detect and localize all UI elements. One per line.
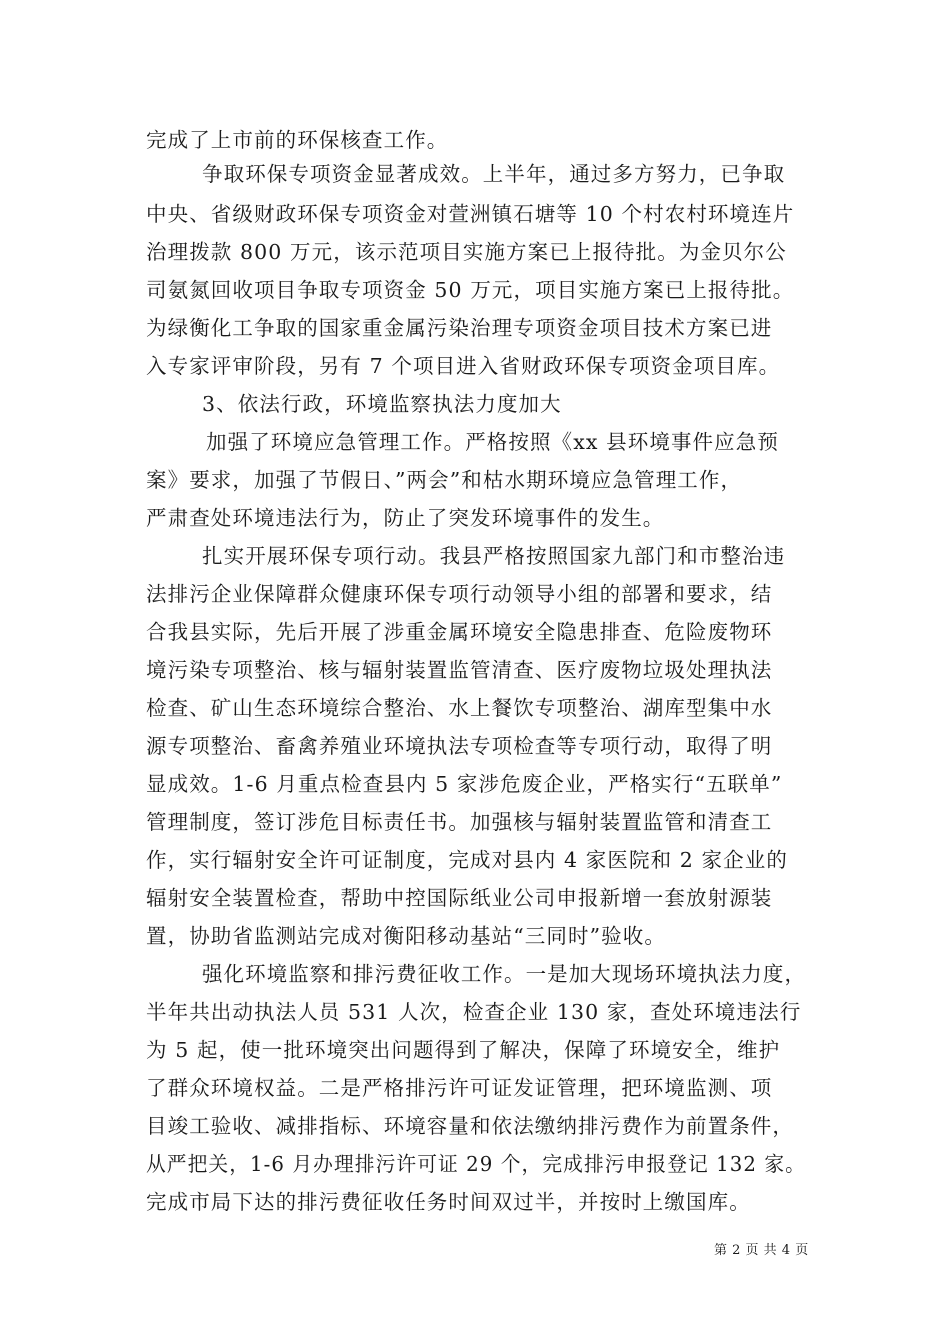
line-text: 3、依法行政，环境监察执法力度加大 [202, 392, 562, 416]
line-text: 案》要求，加强了节假日、”两会”和枯水期环境应急管理工作， [146, 468, 743, 492]
text-line [146, 498, 950, 538]
text-line [146, 802, 950, 842]
text-line [146, 232, 950, 272]
text-line [146, 574, 950, 614]
line-text: 合我县实际，先后开展了涉重金属环境安全隐患排查、危险废物环 [146, 620, 773, 644]
line-text: 中央、省级财政环保专项资金对萱洲镇石塘等 10 个村农村环境连片 [146, 202, 795, 226]
text-line [146, 1106, 950, 1146]
text-line [146, 878, 950, 918]
line-text: 治理拨款 800 万元，该示范项目实施方案已上报待批。为金贝尔公 [146, 240, 787, 264]
text-line [146, 650, 950, 690]
line-text: 扎实开展环保专项行动。我县严格按照国家九部门和市整治违 [202, 544, 786, 568]
text-line [146, 916, 950, 956]
line-text: 半年共出动执法人员 531 人次，检查企业 130 家，查处环境违法行 [146, 1000, 802, 1024]
text-line [146, 1182, 950, 1222]
text-line [146, 346, 950, 386]
text-line [146, 194, 950, 234]
line-text: 司氨氮回收项目争取专项资金 50 万元，项目实施方案已上报待批。 [146, 278, 795, 302]
line-text: 辐射安全装置检查，帮助中控国际纸业公司申报新增一套放射源装 [146, 886, 773, 910]
line-text: 为 5 起，使一批环境突出问题得到了解决，保障了环境安全，维护 [146, 1038, 781, 1062]
text-line [146, 1030, 950, 1070]
text-line [206, 422, 950, 462]
line-text: 强化环境监察和排污费征收工作。一是加大现场环境执法力度， [202, 962, 807, 986]
text-line [146, 1144, 950, 1184]
line-text: 严肃查处环境违法行为，防止了突发环境事件的发生。 [146, 506, 665, 530]
text-line [146, 270, 950, 310]
line-text: 争取环保专项资金显著成效。上半年，通过多方努力，已争取 [202, 162, 786, 186]
line-text: 显成效。1-6 月重点检查县内 5 家涉危废企业，严格实行“五联单” [146, 772, 783, 796]
page-number-footer: 第 2 页 共 4 页 [714, 1243, 809, 1258]
text-line [146, 688, 950, 728]
line-text: 管理制度，签订涉危目标责任书。加强核与辐射装置监管和清查工 [146, 810, 773, 834]
line-text: 完成市局下达的排污费征收任务时间双过半，并按时上缴国库。 [146, 1190, 751, 1214]
line-text: 法排污企业保障群众健康环保专项行动领导小组的部署和要求，结 [146, 582, 773, 606]
line-text: 检查、矿山生态环境综合整治、水上餐饮专项整治、湖库型集中水 [146, 696, 773, 720]
line-text: 为绿衡化工争取的国家重金属污染治理专项资金项目技术方案已进 [146, 316, 773, 340]
line-text: 入专家评审阶段，另有 7 个项目进入省财政环保专项资金项目库。 [146, 354, 781, 378]
line-text: 源专项整治、畜禽养殖业环境执法专项检查等专项行动，取得了明 [146, 734, 773, 758]
text-line [146, 612, 950, 652]
line-text: 了群众环境权益。二是严格排污许可证发证管理，把环境监测、项 [146, 1076, 773, 1100]
text-line [146, 460, 950, 500]
text-line [146, 840, 950, 880]
text-line [146, 308, 950, 348]
line-text: 加强了环境应急管理工作。严格按照《xx 县环境事件应急预 [206, 430, 779, 454]
text-line [202, 154, 950, 194]
text-line [146, 1068, 950, 1108]
line-text: 目竣工验收、减排指标、环境容量和依法缴纳排污费作为前置条件， [146, 1114, 794, 1138]
line-text: 作，实行辐射安全许可证制度，完成对县内 4 家医院和 2 家企业的 [146, 848, 788, 872]
line-text: 置，协助省监测站完成对衡阳移动基站“三同时”验收。 [146, 924, 666, 948]
text-line [146, 726, 950, 766]
text-line [146, 764, 950, 804]
line-text: 完成了上市前的环保核查工作。 [146, 128, 449, 152]
line-text: 从严把关，1-6 月办理排污许可证 29 个，完成排污申报登记 132 家。 [146, 1152, 806, 1176]
line-text: 境污染专项整治、核与辐射装置监管清查、医疗废物垃圾处理执法 [146, 658, 773, 682]
text-line [202, 954, 950, 994]
text-line [146, 992, 950, 1032]
text-line [202, 536, 950, 576]
section-heading [202, 384, 950, 424]
